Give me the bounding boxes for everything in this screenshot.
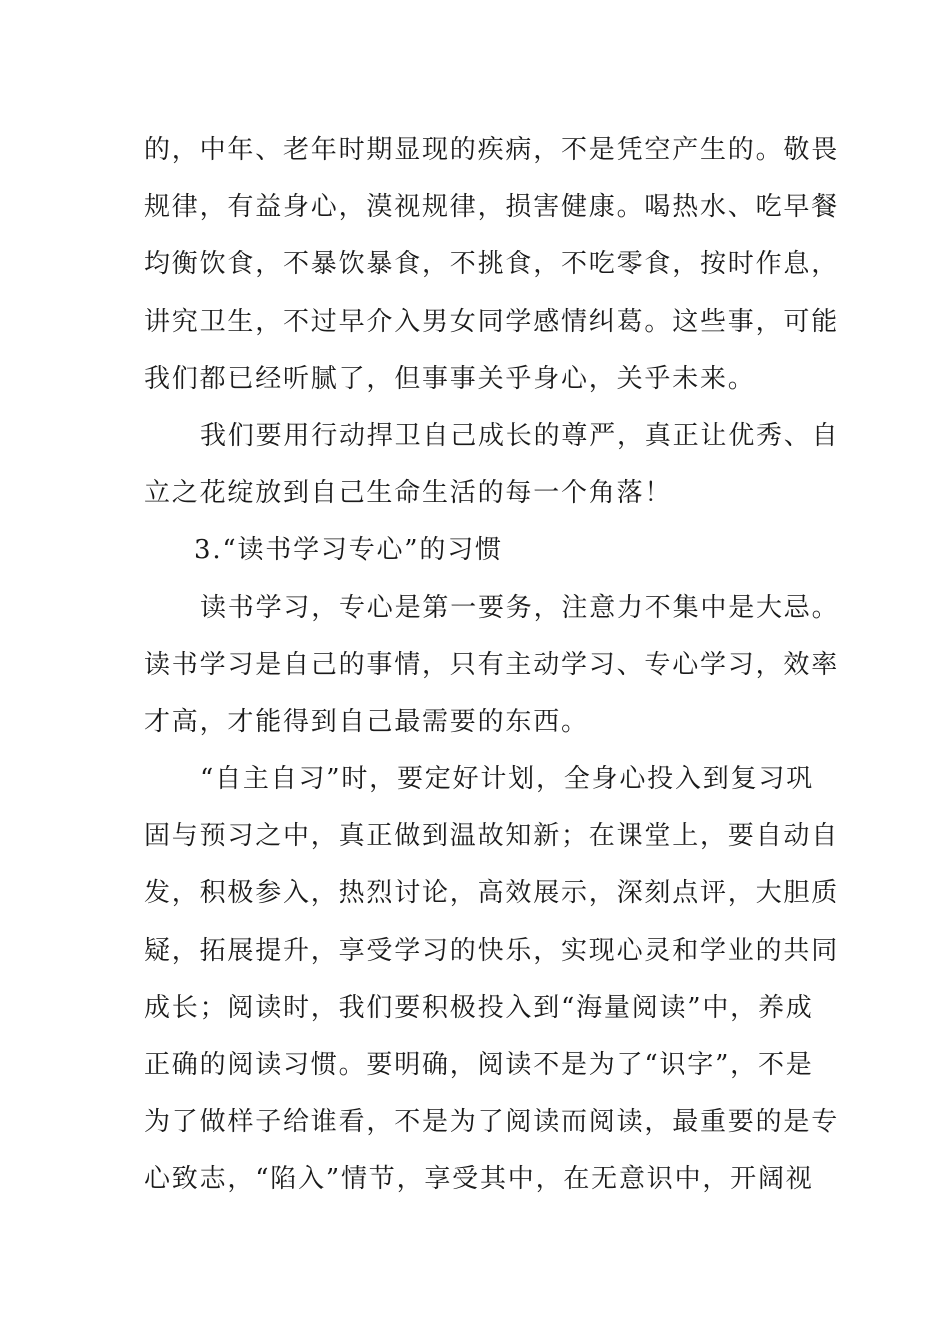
text-line: 成长；阅读时，我们要积极投入到“海量阅读”中，养成 [144,992,814,1023]
text-line: 正确的阅读习惯。要明确，阅读不是为了“识字”，不是 [144,1050,814,1080]
text-line: 心致志，“陷入”情节，享受其中，在无意识中，开阔视 [144,1164,814,1195]
text-line: 读书学习是自己的事情，只有主动学习、专心学习，效率 [144,649,840,680]
text-line: 规律，有益身心，漠视规律，损害健康。喝热水、吃早餐 [144,192,840,223]
text-line: 发，积极参入，热烈讨论，高效展示，深刻点评，大胆质 [144,878,840,909]
text-line: 才高，才能得到自己最需要的东西。 [144,706,589,737]
text-line: 我们都已经听腻了，但事事关乎身心，关乎未来。 [144,363,756,394]
text-line: 疑，拓展提升，享受学习的快乐，实现心灵和学业的共同 [144,935,840,966]
text-line: 均衡饮食，不暴饮暴食，不挑食，不吃零食，按时作息， [144,249,840,280]
text-line: 为了做样子给谁看，不是为了阅读而阅读，最重要的是专 [144,1107,840,1138]
section-heading: 3.“读书学习专心”的习惯 [194,535,503,566]
body-text [144,122,840,1209]
text-line: 固与预习之中，真正做到温故知新；在课堂上，要自动自 [144,821,840,852]
text-line: 我们要用行动捍卫自己成长的尊严，真正让优秀、自 [200,420,840,451]
text-line: 立之花绽放到自己生命生活的每一个角落！ [144,478,673,509]
text-line: 讲究卫生，不过早介入男女同学感情纠葛。这些事，可能 [144,306,840,337]
text-line: 的，中年、老年时期显现的疾病，不是凭空产生的。敬畏 [144,135,840,165]
text-line: “自主自习”时，要定好计划，全身心投入到复习巩 [200,764,814,795]
text-line: 读书学习，专心是第一要务，注意力不集中是大忌。 [200,592,840,623]
